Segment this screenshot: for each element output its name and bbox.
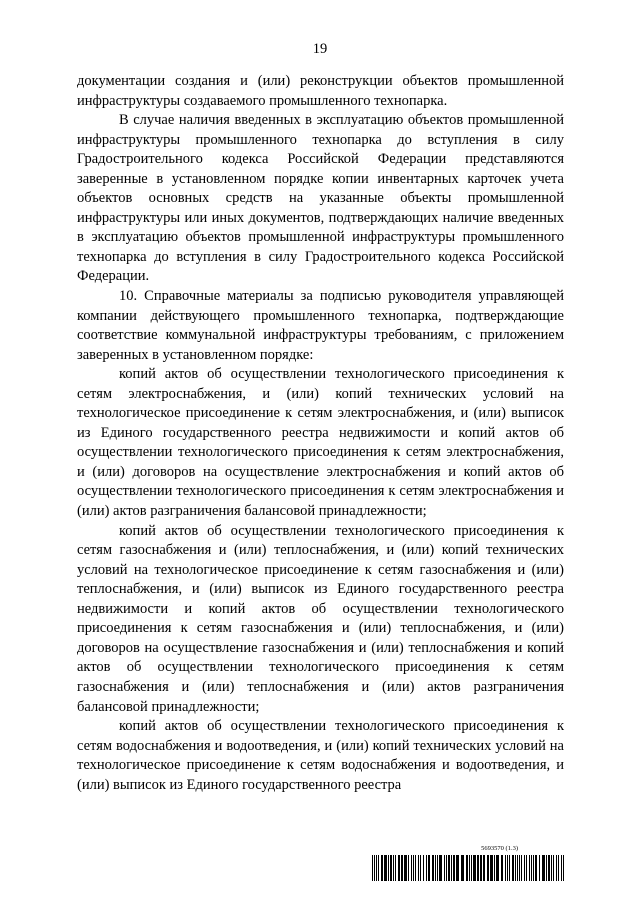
paragraph-existing-objects: В случае наличия введенных в эксплуатацию объектов промышленной инфраструктуры промышленного технопарка до вступления в силу Градостроительного кодекса Российской Федерации представляются заверенные в установленном порядке копии инвентарных карточек учета объектов основных средств на указанные объекты промышленной инфраструктуры или иных документов, подтверждающих наличие введенных в эксплуатацию объектов промышленной инфраструктуры промышленного технопарка до вступления в силу Градостроительного кодекса Российской Федерации. (77, 112, 564, 285)
paragraph-water: копий актов об осуществлении технологического присоединения к сетям водоснабжения и водоотведения, и (или) копий технических условий на технологическое присоединение к сетям водоснабжения и водоотведения, и (или) выписок из Единого государственного реестра (77, 718, 564, 793)
barcode-label: 5693570 (1.3) (481, 845, 518, 852)
paragraph-item-10: 10. Справочные материалы за подписью руководителя управляющей компании действующего промышленного технопарка, подтверждающие соответствие коммунальной инфраструктуры требованиям, с приложением заверенных в установленном порядке: (77, 288, 564, 363)
paragraph-gas-heat: копий актов об осуществлении технологического присоединения к сетям газоснабжения и (или) теплоснабжения, и (или) копий технических условий на технологическое присоединение к сетям газоснабжения и (или) теплоснабжения, и (или) выписок из Единого государственного реестра недвижимости и копий актов об осуществлении технологического присоединения к сетям газоснабжения и (или) теплоснабжения, и (или) договоров на осуществление газоснабжения и (или) теплоснабжения и копий актов об осуществлении технологического присоединения к сетям газоснабжения и (или) теплоснабжения и (или) актов разграничения балансовой принадлежности; (77, 522, 564, 715)
paragraph-continuation: документации создания и (или) реконструкции объектов промышленной инфраструктуры создаваемого промышленного технопарка. (77, 73, 564, 109)
page-number: 19 (312, 41, 328, 57)
document-barcode-block (372, 845, 564, 883)
barcode-image (372, 855, 564, 881)
document-body (77, 72, 564, 795)
paragraph-electricity: копий актов об осуществлении технологического присоединения к сетям электроснабжения, и (или) копий технических условий на технологическое присоединение к сетям электроснабжения, и (или) выписок из Единого государственного реестра недвижимости и копий актов об осуществлении технологического присоединения к сетям электроснабжения, и (или) договоров на осуществление электроснабжения и копий актов об осуществлении технологического присоединения к сетям электроснабжения и (или) актов разграничения балансовой принадлежности; (77, 366, 564, 520)
